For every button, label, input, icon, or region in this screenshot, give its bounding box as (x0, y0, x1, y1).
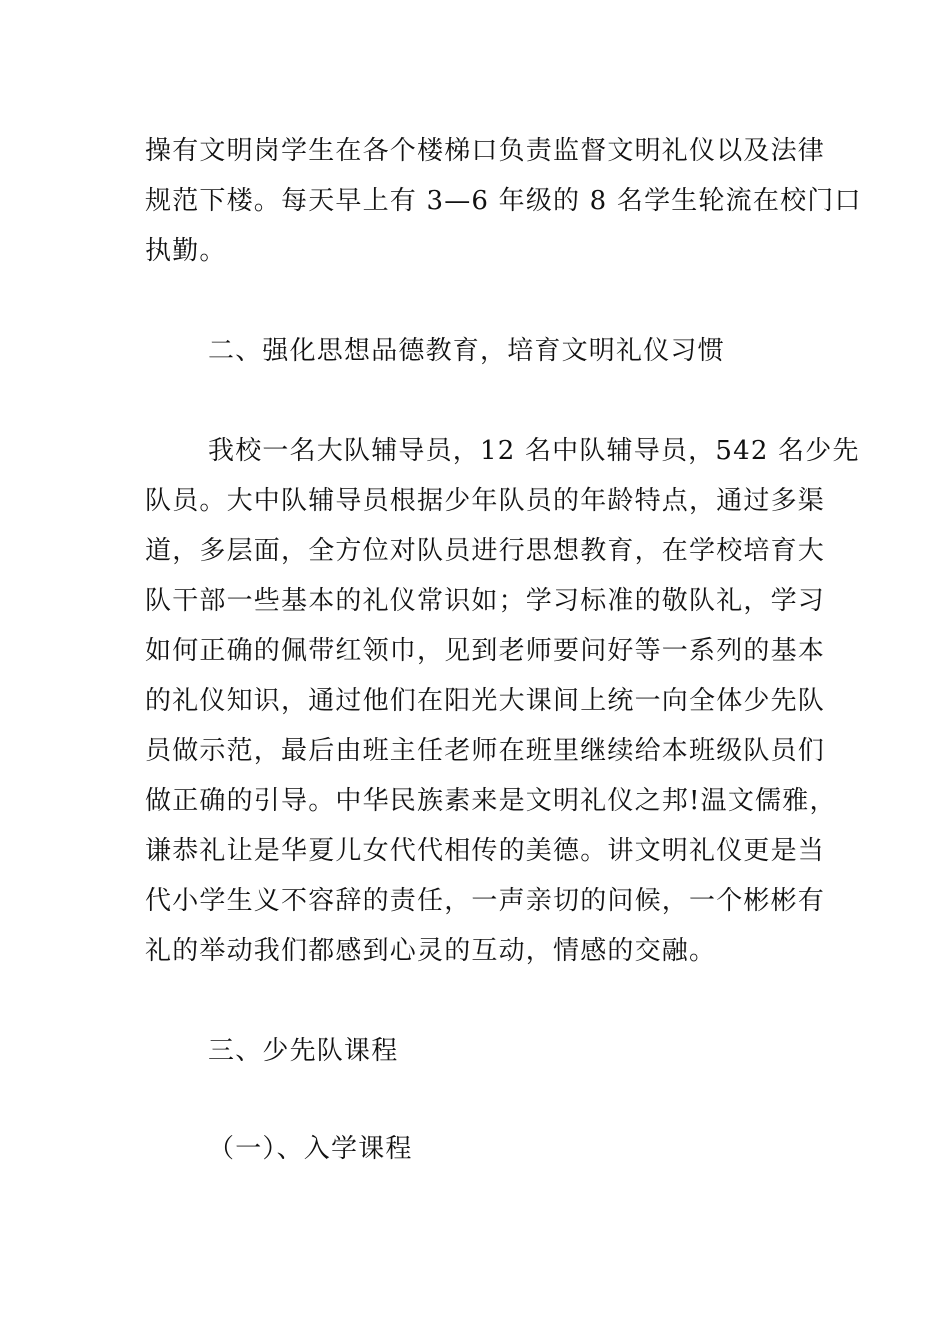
paragraph-line: 操有文明岗学生在各个楼梯口负责监督文明礼仪以及法律 (145, 136, 826, 166)
paragraph-line: 员做示范，最后由班主任老师在班里继续给本班级队员们 (145, 736, 826, 766)
paragraph-line: 谦恭礼让是华夏儿女代代相传的美德。讲文明礼仪更是当 (145, 836, 826, 866)
paragraph-line: 我校一名大队辅导员，12 名中队辅导员，542 名少先 (208, 436, 860, 466)
paragraph-line: 礼的举动我们都感到心灵的互动，情感的交融。 (145, 936, 717, 966)
paragraph-line: 规范下楼。每天早上有 3—6 年级的 8 名学生轮流在校门口 (145, 186, 862, 216)
paragraph-line: 执勤。 (145, 236, 227, 266)
paragraph-line: 如何正确的佩带红领巾，见到老师要问好等一系列的基本 (145, 636, 826, 666)
paragraph-line: 队员。大中队辅导员根据少年队员的年龄特点，通过多渠 (145, 486, 826, 516)
paragraph-line: 代小学生义不容辞的责任，一声亲切的问候，一个彬彬有 (145, 886, 826, 916)
paragraph-line: 的礼仪知识，通过他们在阳光大课间上统一向全体少先队 (145, 686, 826, 716)
section-heading: 三、少先队课程 (208, 1036, 399, 1066)
paragraph-line: 队干部一些基本的礼仪常识如；学习标准的敬队礼，学习 (145, 586, 826, 616)
section-heading: 二、强化思想品德教育，培育文明礼仪习惯 (208, 336, 725, 366)
paragraph-line: 做正确的引导。中华民族素来是文明礼仪之邦!温文儒雅， (145, 786, 837, 816)
paragraph-line: 道，多层面，全方位对队员进行思想教育，在学校培育大 (145, 536, 826, 566)
subsection-heading: （一）、入学课程 (208, 1134, 413, 1164)
